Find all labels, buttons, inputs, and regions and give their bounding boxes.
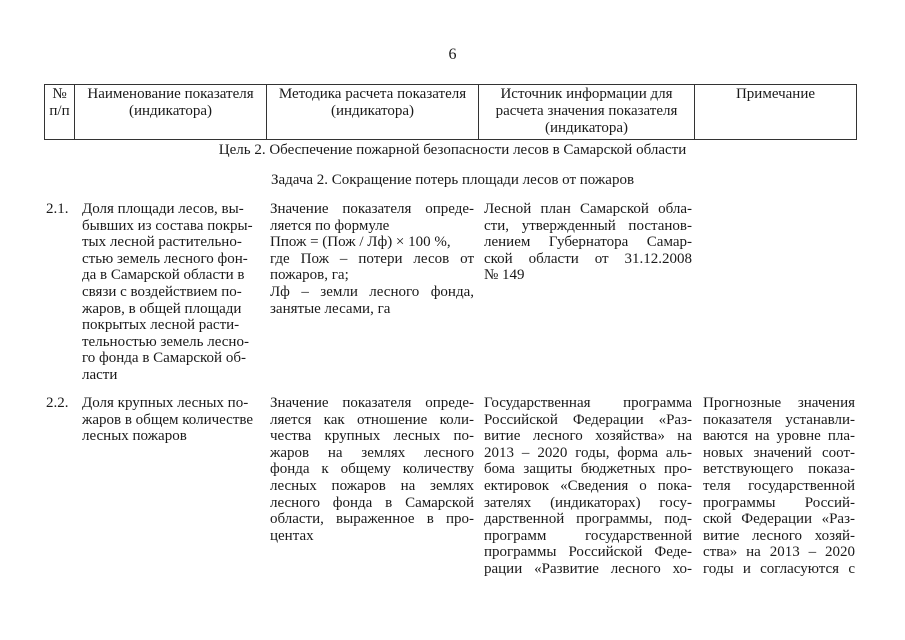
text-line: лением Губернатора Самар- — [484, 234, 692, 251]
text-line: фонда к общему количеству — [270, 461, 474, 478]
header-information-source — [479, 85, 695, 140]
text-line: покрытых лесной расти- — [82, 317, 240, 334]
text-line: Государственная программа — [484, 395, 692, 411]
indicator-name — [82, 395, 262, 445]
text-line: лесного фонда в Самарской — [270, 494, 474, 511]
text-line: центах — [270, 527, 314, 544]
text-line: Лф – земли лесного фонда, — [270, 283, 474, 300]
text-line: программы Россий- — [703, 494, 855, 511]
text-line: годы и согласуются с — [703, 560, 855, 577]
text-line: да в Самарской области в — [82, 267, 245, 284]
information-source — [484, 395, 692, 578]
calculation-method — [270, 395, 474, 544]
text-line: витие лесного хозяй- — [703, 527, 855, 544]
header-method-line: (индикатора) — [330, 103, 415, 119]
text-line: области, выраженное в про- — [270, 511, 474, 528]
page-number: 6 — [448, 46, 457, 63]
formula-line: Ппож = (Пож / Лф) × 100 %, — [270, 234, 451, 251]
text-line: лесных пожаров — [82, 428, 187, 445]
goal-title: Цель 2. Обеспечение пожарной безопасности лесов в Самарской области — [218, 142, 687, 158]
text-line: программы Российской Феде- — [484, 544, 692, 561]
text-line: тых лесной растительно- — [82, 234, 242, 251]
note — [703, 395, 855, 578]
text-line: ектировок «Сведения о пока- — [484, 477, 692, 494]
task-title: Задача 2. Сокращение потерь площади лесов от пожаров — [270, 172, 635, 188]
header-calculation-method — [267, 85, 479, 140]
header-note-line: Примечание — [735, 86, 816, 102]
text-line: ской Федерации «Раз- — [703, 511, 855, 528]
text-line: сти, утвержденный постанов- — [484, 217, 692, 234]
header-note — [695, 85, 857, 140]
text-line: пожаров, га; — [270, 267, 349, 284]
text-line: показателя устанавли- — [703, 411, 855, 428]
header-source-line: (индикатора) — [544, 120, 629, 136]
text-line: го фонда в Самарской об- — [82, 350, 246, 367]
header-method-line: Методика расчета показателя — [278, 86, 467, 102]
text-line: ваются на уровне пла- — [703, 428, 855, 445]
text-line: Прогнозные значения — [703, 395, 855, 411]
text-line: жаров, в общей площади — [82, 300, 242, 317]
text-line: дарственной программы, под- — [484, 511, 692, 528]
row-number: 2.2. — [46, 395, 69, 411]
text-line: ласти — [82, 366, 118, 383]
text-line: занятые лесами, га — [270, 300, 391, 317]
text-line: тельностью земель лесно- — [82, 333, 249, 350]
header-source-line: расчета значения показателя — [495, 103, 678, 119]
text-line: Доля крупных лесных по- — [82, 395, 249, 411]
header-name-line: Наименование показателя — [87, 86, 254, 102]
text-line: Российской Федерации «Раз- — [484, 411, 692, 428]
text-line: ства» на 2013 – 2020 — [703, 544, 855, 561]
text-line: жаров в общем количестве — [82, 411, 254, 428]
information-source — [484, 201, 692, 284]
text-line: Лесной план Самарской обла- — [484, 201, 692, 217]
text-line: зателях (индикаторах) госу- — [484, 494, 692, 511]
text-line: стью земель лесного фон- — [82, 250, 248, 267]
header-number — [45, 85, 75, 140]
header-name-line: (индикатора) — [128, 103, 213, 119]
text-line: ляется как отношение коли- — [270, 411, 474, 428]
indicator-table-header — [44, 84, 857, 140]
text-line: № 149 — [484, 267, 525, 284]
text-line: теля государственной — [703, 477, 855, 494]
text-line: бома защиты бюджетных про- — [484, 461, 692, 478]
indicator-name — [82, 201, 262, 384]
text-line: рации «Развитие лесного хо- — [484, 560, 692, 577]
header-number-line: № — [52, 86, 67, 102]
text-line: Значение показателя опреде- — [270, 201, 474, 217]
text-line: жаров на землях лесного — [270, 444, 474, 461]
header-source-line: Источник информации для — [500, 86, 673, 102]
text-line: чества крупных лесных по- — [270, 428, 474, 445]
text-line: где Пож – потери лесов от — [270, 250, 474, 267]
text-line: программ государственной — [484, 527, 692, 544]
text-line: бывших из состава покры- — [82, 217, 253, 234]
text-line: связи с воздействием по- — [82, 283, 242, 300]
text-line: ветствующего показа- — [703, 461, 855, 478]
calculation-method — [270, 201, 474, 317]
text-line: ской области от 31.12.2008 — [484, 250, 692, 267]
header-indicator-name — [75, 85, 267, 140]
text-line: ляется по формуле — [270, 217, 390, 234]
text-line: 2013 – 2020 годы, форма аль- — [484, 444, 692, 461]
text-line: Доля площади лесов, вы- — [82, 201, 244, 217]
text-line: Значение показателя опреде- — [270, 395, 474, 411]
text-line: новых значений соот- — [703, 444, 855, 461]
text-line: витие лесного хозяйства» на — [484, 428, 692, 445]
row-number: 2.1. — [46, 201, 69, 217]
text-line: лесных пожаров на землях — [270, 477, 474, 494]
header-number-line: п/п — [49, 103, 70, 119]
